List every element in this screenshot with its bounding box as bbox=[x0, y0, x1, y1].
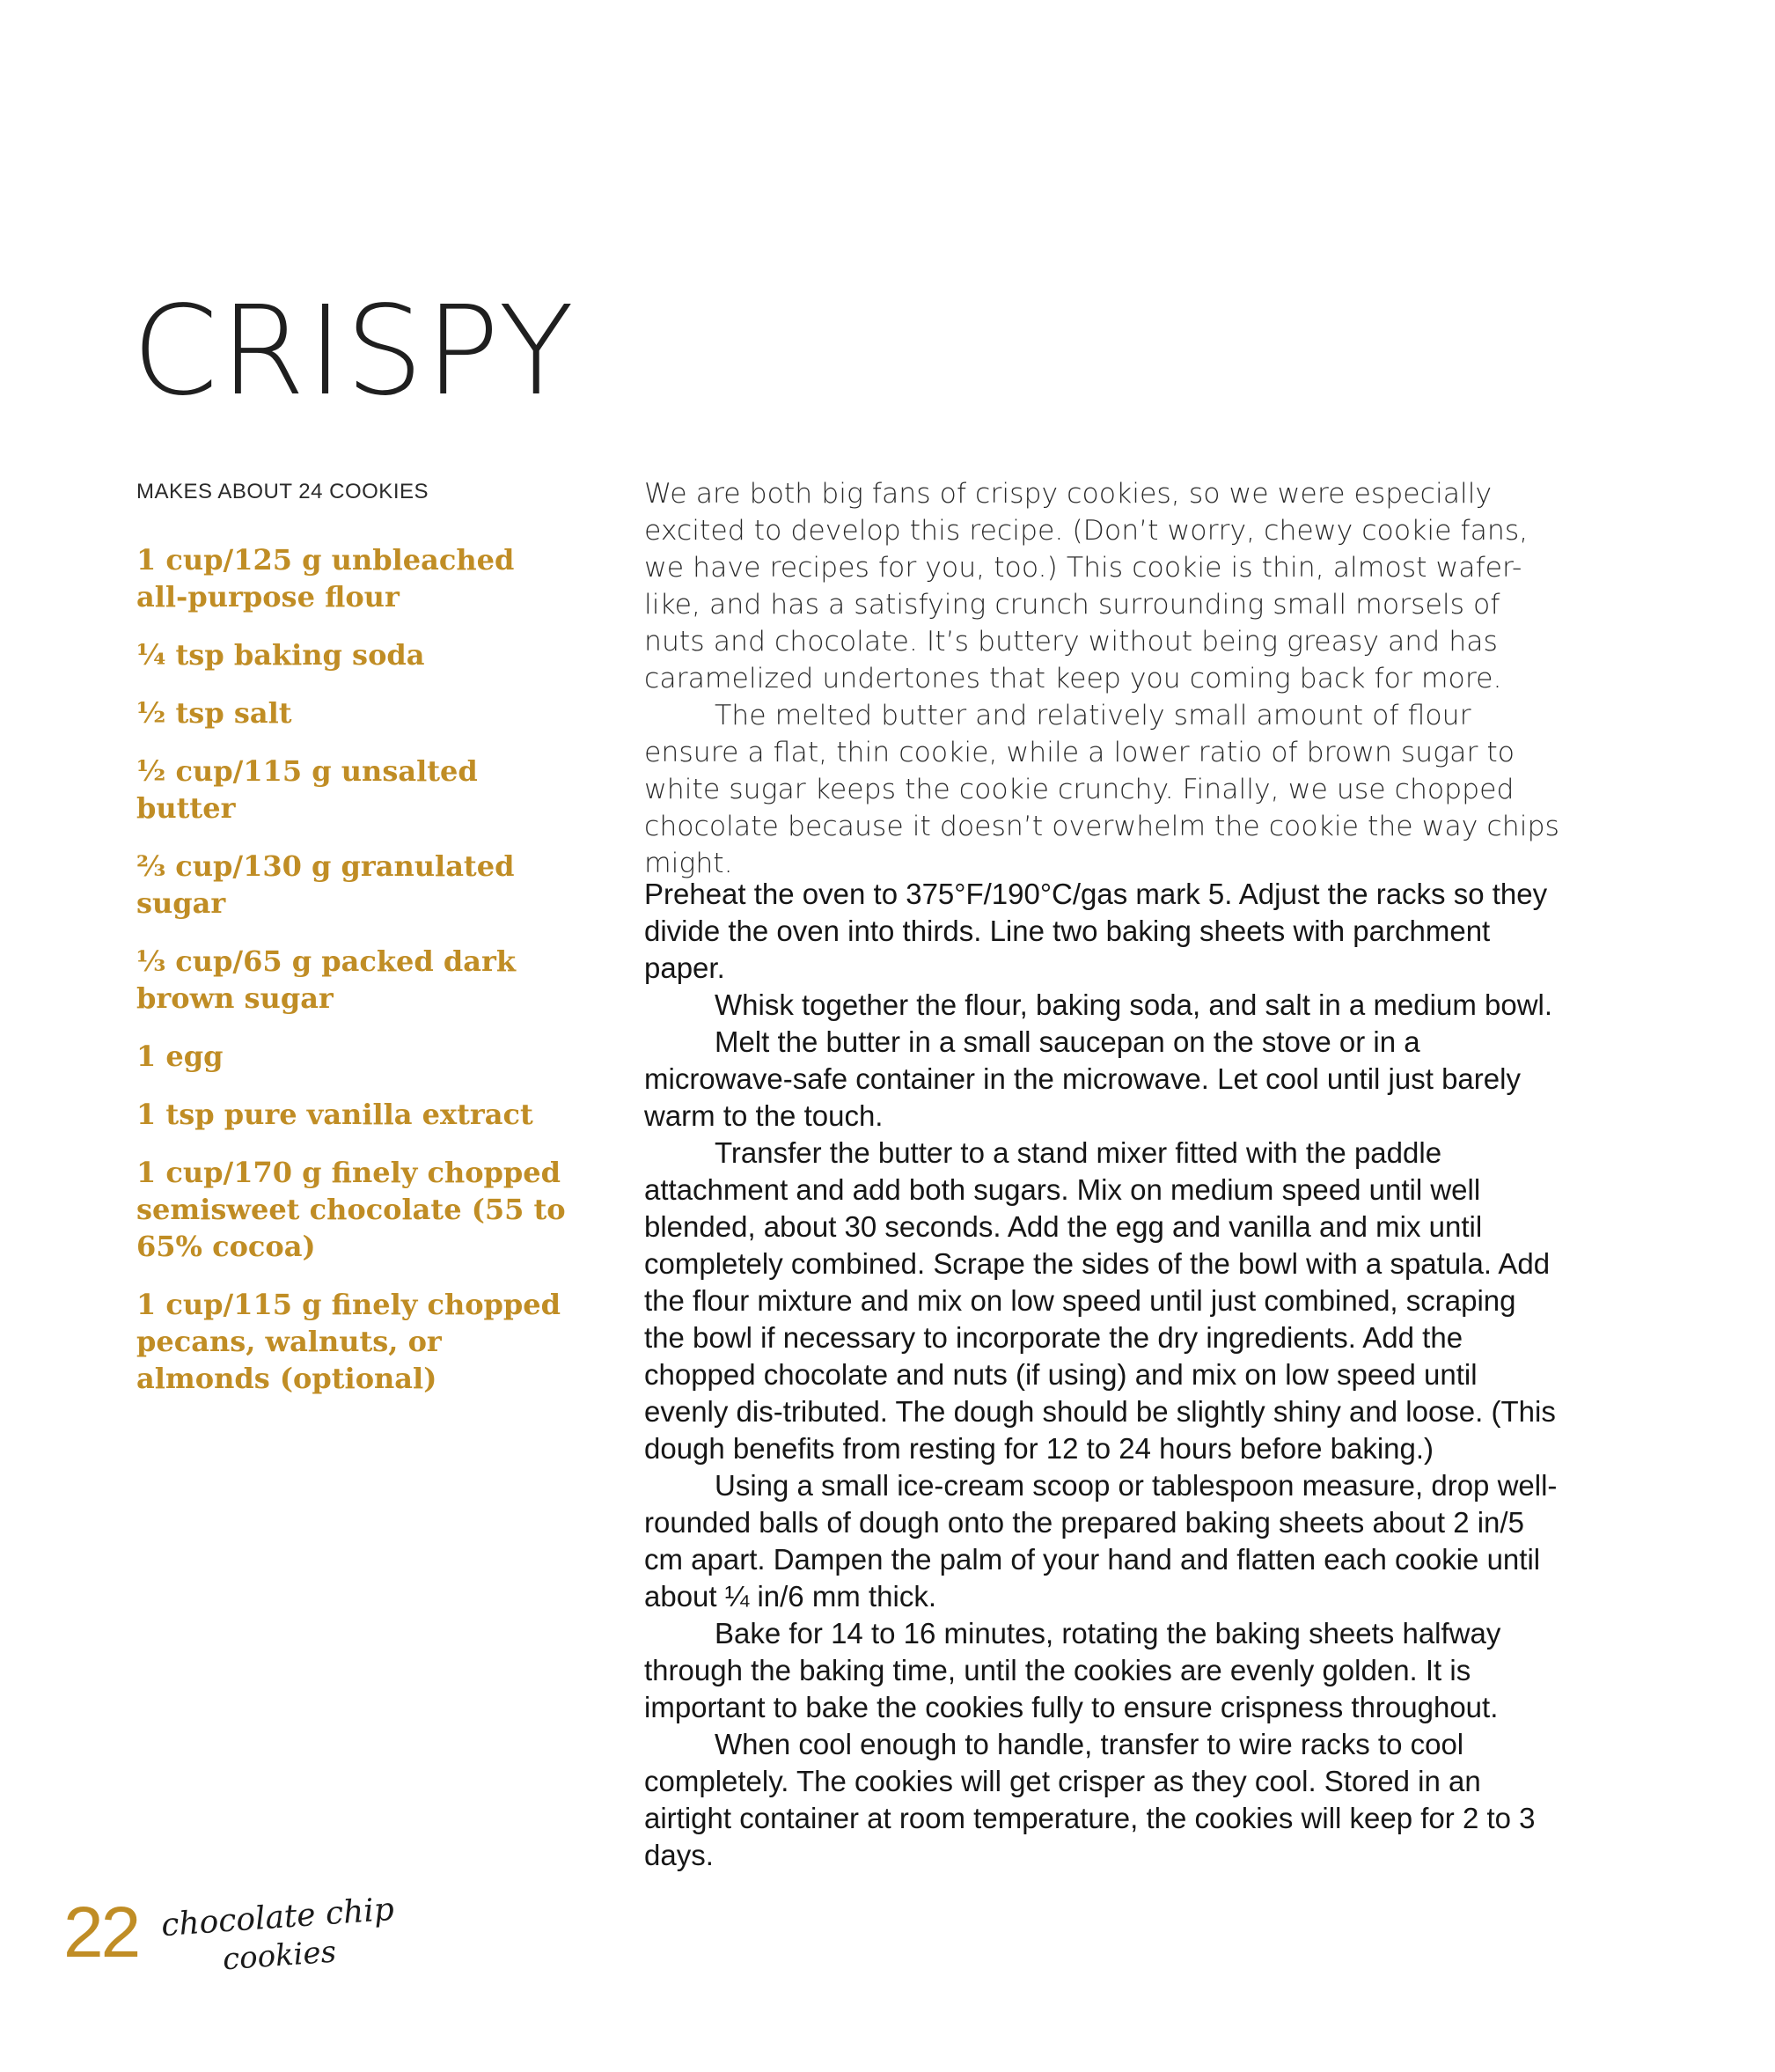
intro-paragraph: We are both big fans of crispy cookies, so we were especially excited to develop this recipe. (Don’t worry, chewy cookie fans, we have recipes for you, too.) This cookie is thin, almost wafer-like, and has a satisfying crunch surrounding small morsels of nuts and chocolate. It’s buttery without being greasy and has caramelized undertones that keep you coming back for more. bbox=[644, 478, 1529, 694]
ingredient-item: 1 cup/115 g finely chopped pecans, walnuts, or almonds (optional) bbox=[136, 1288, 561, 1395]
method-step: Bake for 14 to 16 minutes, rotating the baking sheets halfway through the baking time, until the cookies are evenly golden. It is important to bake the cookies fully to ensure crispness throughout. bbox=[644, 1617, 1501, 1723]
ingredient-item: ½ cup/115 g unsalted butter bbox=[136, 754, 478, 825]
book-title-line1: chocolate chip bbox=[159, 1891, 396, 1944]
ingredient-item: 1 tsp pure vanilla extract bbox=[136, 1098, 533, 1131]
ingredient-item: 1 egg bbox=[136, 1040, 224, 1073]
method-step: Transfer the butter to a stand mixer fitted with the paddle attachment and add both sugars. Mix on medium speed until well blended, about 30 seconds. Add the egg and vanilla and mix until completely combined. Scrape the sides of the bowl with a spatula. Add the flour mixture and mix on low speed until just combined, scraping the bowl if necessary to incorporate the dry ingredients. Add the chopped chocolate and nuts (if using) and mix on low speed until evenly dis-tributed. The dough should be slightly shiny and loose. (This dough benefits from resting for 12 to 24 hours before baking.) bbox=[644, 1136, 1556, 1465]
recipe-yield: MAKES ABOUT 24 COOKIES bbox=[136, 480, 429, 503]
ingredient-item: 1 cup/125 g unbleached all-purpose flour bbox=[136, 543, 515, 614]
page-number: 22 bbox=[63, 1892, 139, 1973]
ingredient-item: 1 cup/170 g finely chopped semisweet chocolate (55 to 65% cocoa) bbox=[136, 1156, 566, 1263]
ingredient-item: ½ tsp salt bbox=[136, 696, 292, 730]
method-step: Using a small ice-cream scoop or tablespoon measure, drop well-rounded balls of dough onto the prepared baking sheets about 2 in/5 cm apart. Dampen the palm of your hand and flatten each cookie until about ¼ in/6 mm thick. bbox=[644, 1469, 1558, 1613]
method-step: Preheat the oven to 375°F/190°C/gas mark 5. Adjust the racks so they divide the oven into thirds. Line two baking sheets with parchment paper. bbox=[644, 878, 1548, 984]
recipe-method bbox=[644, 876, 1559, 1874]
ingredient-list bbox=[136, 541, 568, 1418]
intro-paragraph: The melted butter and relatively small amount of flour ensure a flat, thin cookie, while a lower ratio of brown sugar to white sugar keeps the cookie crunchy. Finally, we use chopped chocolate because it doesn’t overwhelm the cookie the way chips might. bbox=[644, 700, 1559, 879]
recipe-intro bbox=[644, 475, 1559, 882]
method-step: Whisk together the flour, baking soda, and salt in a medium bowl. bbox=[715, 988, 1553, 1021]
book-title-line2: cookies bbox=[221, 1934, 338, 1978]
ingredient-item: ¼ tsp baking soda bbox=[136, 638, 425, 672]
recipe-title: CRISPY bbox=[132, 280, 576, 423]
book-title-logo bbox=[159, 1891, 396, 1988]
method-step: When cool enough to handle, transfer to wire racks to cool completely. The cookies will get crisper as they cool. Stored in an airtight container at room temperature, the cookies will keep for 2 to 3 days. bbox=[644, 1728, 1536, 1871]
ingredient-item: ⅔ cup/130 g granulated sugar bbox=[136, 849, 515, 920]
method-step: Melt the butter in a small saucepan on the stove or in a microwave-safe container in the microwave. Let cool until just barely warm to the touch. bbox=[644, 1025, 1521, 1132]
ingredient-item: ⅓ cup/65 g packed dark brown sugar bbox=[136, 944, 517, 1015]
